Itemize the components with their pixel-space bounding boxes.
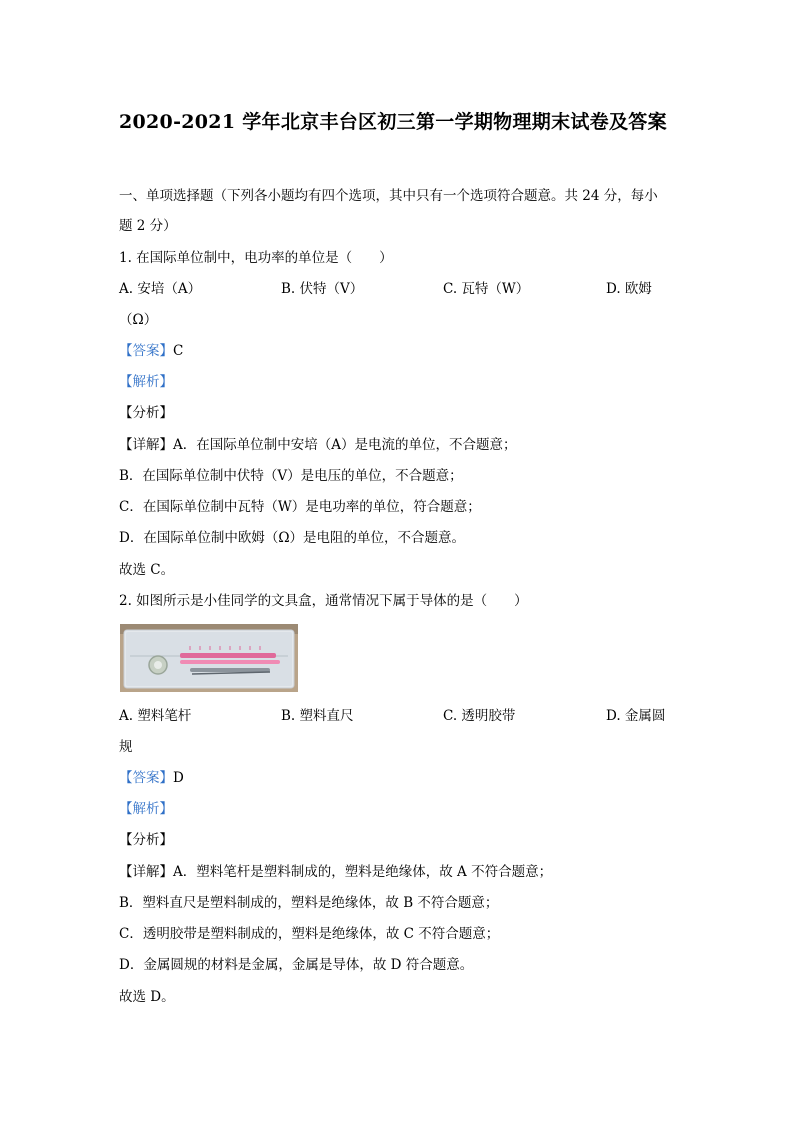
- q1-detail-b: B．在国际单位制中伏特（V）是电压的单位，不合题意；: [119, 468, 463, 484]
- q2-conclusion: 故选 D。: [119, 989, 175, 1005]
- answer-value: D: [173, 770, 184, 786]
- section-heading-cont: 题 2 分）: [119, 218, 177, 234]
- q1-detail-c: C．在国际单位制中瓦特（W）是电功率的单位，符合题意；: [119, 499, 481, 515]
- answer-value: C: [173, 343, 184, 359]
- q1-option-d: D. 欧姆: [606, 281, 652, 297]
- q2-option-d: D. 金属圆: [606, 708, 666, 724]
- q2-fenxi: 【分析】: [119, 832, 173, 848]
- q2-stem: 2. 如图所示是小佳同学的文具盒，通常情况下属于导体的是（ ）: [119, 593, 528, 609]
- q2-detail-d: D．金属圆规的材料是金属，金属是导体，故 D 符合题意。: [119, 957, 474, 973]
- q2-analysis-tag: 【解析】: [119, 801, 173, 817]
- q1-fenxi: 【分析】: [119, 405, 173, 421]
- q2-detail-c: C．透明胶带是塑料制成的，塑料是绝缘体，故 C 不符合题意；: [119, 926, 500, 942]
- q2-option-d-wrap: 规: [119, 739, 133, 755]
- q1-option-d-wrap: （Ω）: [119, 312, 158, 328]
- section-heading: 一、单项选择题（下列各小题均有四个选项，其中只有一个选项符合题意。共 24 分，每小: [119, 188, 658, 204]
- q2-answer: [119, 768, 184, 788]
- q1-option-c: C. 瓦特（W）: [443, 281, 530, 297]
- answer-tag: 【答案】: [119, 770, 173, 786]
- pencil-case-photo: [120, 624, 298, 692]
- q1-conclusion: 故选 C。: [119, 562, 175, 578]
- q1-analysis-tag: 【解析】: [119, 374, 173, 390]
- answer-tag: 【答案】: [119, 343, 173, 359]
- q1-detail-a: 【详解】A．在国际单位制中安培（A）是电流的单位，不合题意；: [119, 437, 517, 453]
- q2-option-a: A. 塑料笔杆: [119, 708, 192, 724]
- q1-answer: [119, 341, 183, 361]
- q2-detail-b: B．塑料直尺是塑料制成的，塑料是绝缘体，故 B 不符合题意；: [119, 895, 499, 911]
- q1-option-a: A. 安培（A）: [119, 281, 202, 297]
- q1-detail-d: D．在国际单位制中欧姆（Ω）是电阻的单位，不合题意。: [119, 530, 466, 546]
- q2-option-c: C. 透明胶带: [443, 708, 516, 724]
- q1-option-b: B. 伏特（V）: [281, 281, 364, 297]
- q1-stem: 1. 在国际单位制中，电功率的单位是（ ）: [119, 250, 393, 266]
- q2-detail-a: 【详解】A．塑料笔杆是塑料制成的，塑料是绝缘体，故 A 不符合题意；: [119, 864, 553, 880]
- document-title: 2020-2021 学年北京丰台区初三第一学期物理期末试卷及答案: [119, 111, 667, 133]
- q2-option-b: B. 塑料直尺: [281, 708, 354, 724]
